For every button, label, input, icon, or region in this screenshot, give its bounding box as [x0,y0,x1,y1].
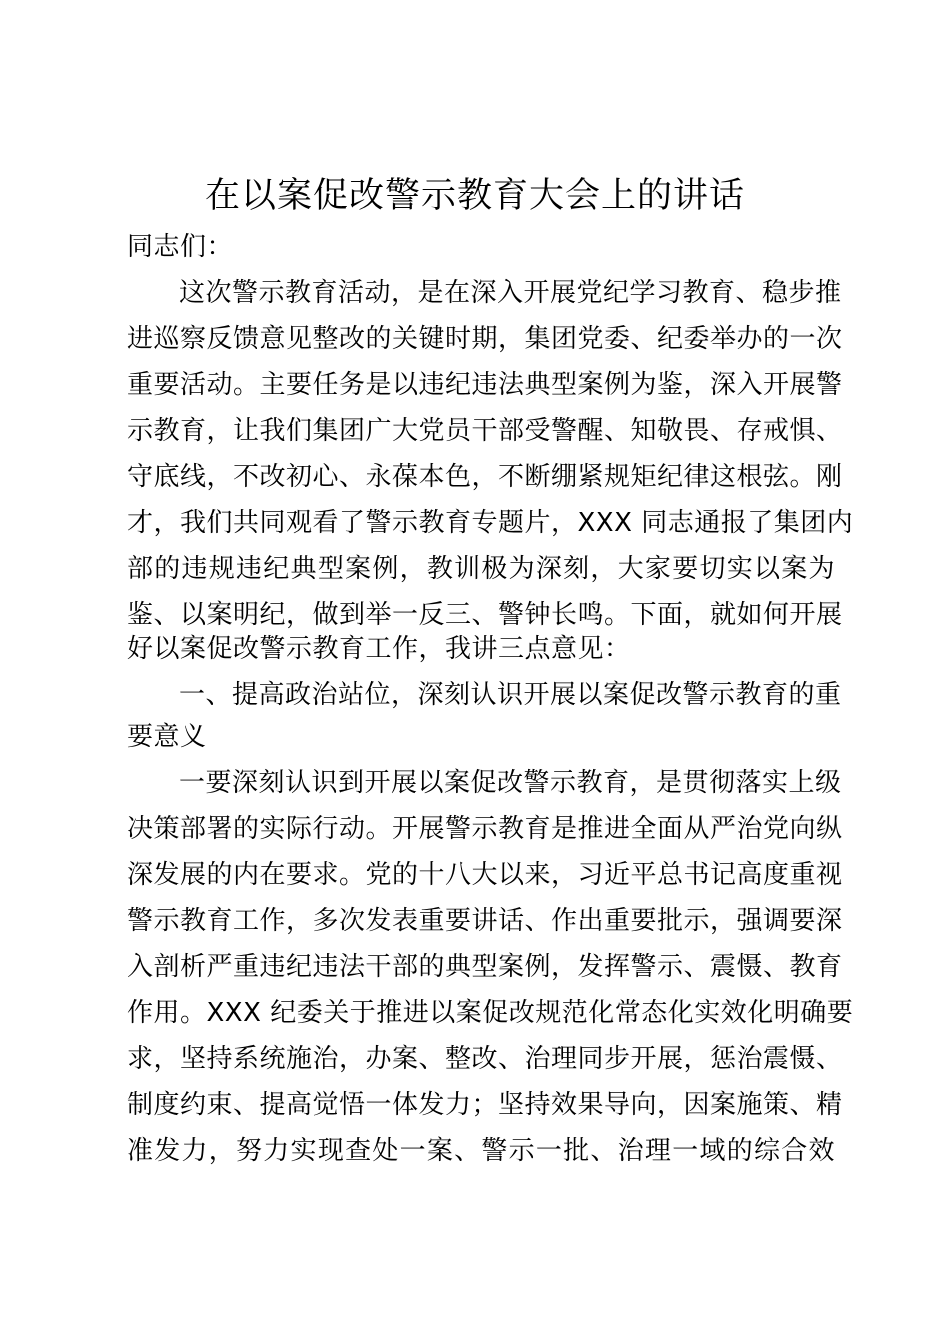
paragraph-line: 决策部署的实际行动。开展警示教育是推进全面从严治党向纵 [127,814,843,844]
paragraph-line: 入剖析严重违纪违法干部的典型案例，发挥警示、震慑、教育 [127,952,843,982]
paragraph-line: 鉴、以案明纪，做到举一反三、警钟长鸣。下面，就如何开展 [127,600,843,630]
paragraph-line: 才，我们共同观看了警示教育专题片，XXX 同志通报了集团内 [127,508,854,538]
paragraph-line: 示教育，让我们集团广大党员干部受警醒、知敬畏、存戒惧、 [127,416,843,446]
section-heading-line: 一、提高政治站位，深刻认识开展以案促改警示教育的重 [179,680,842,710]
paragraph-line: 一要深刻认识到开展以案促改警示教育，是贯彻落实上级 [179,768,842,798]
greeting: 同志们： [127,232,234,262]
paragraph-line: 作用。XXX 纪委关于推进以案促改规范化常态化实效化明确要 [127,998,854,1028]
paragraph-line: 重要活动。主要任务是以违纪违法典型案例为鉴，深入开展警 [127,370,843,400]
section-heading-line: 要意义 [127,722,207,752]
document-title: 在以案促改警示教育大会上的讲话 [204,176,745,216]
paragraph-line: 警示教育工作，多次发表重要讲话、作出重要批示，强调要深 [127,906,843,936]
paragraph-line: 求，坚持系统施治，办案、整改、治理同步开展，惩治震慑、 [127,1044,843,1074]
paragraph-line: 深发展的内在要求。党的十八大以来，习近平总书记高度重视 [127,860,843,890]
paragraph-line: 进巡察反馈意见整改的关键时期，集团党委、纪委举办的一次 [127,324,843,354]
paragraph-line: 好以案促改警示教育工作，我讲三点意见： [127,634,631,664]
paragraph-line: 守底线，不改初心、永葆本色，不断绷紧规矩纪律这根弦。刚 [127,462,843,492]
paragraph-line: 部的违规违纪典型案例，教训极为深刻，大家要切实以案为 [127,554,835,584]
paragraph-line: 制度约束、提高觉悟一体发力；坚持效果导向，因案施策、精 [127,1090,843,1120]
paragraph-line: 这次警示教育活动，是在深入开展党纪学习教育、稳步推 [179,278,842,308]
paragraph-line: 准发力，努力实现查处一案、警示一批、治理一域的综合效 [127,1136,835,1166]
